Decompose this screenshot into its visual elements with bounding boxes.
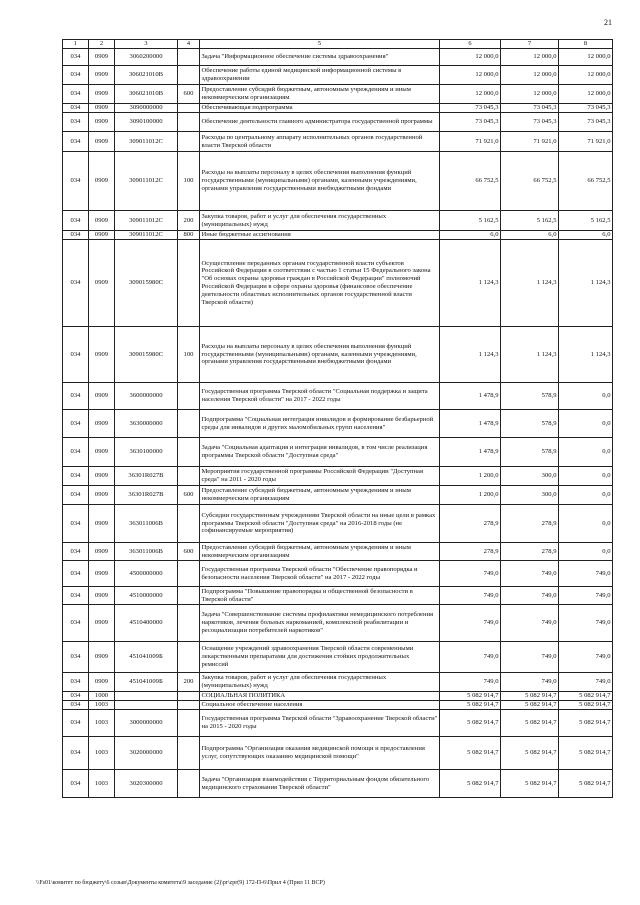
column-header: 7	[501, 40, 559, 49]
table-row	[63, 211, 613, 231]
cell-expense-type: 600	[178, 486, 200, 505]
cell-expense-type	[178, 49, 200, 66]
table-row	[63, 240, 613, 327]
table-row	[63, 701, 613, 710]
cell-section-code: 1003	[89, 770, 115, 798]
column-header: 8	[559, 40, 613, 49]
cell-amount-1: 749,0	[440, 673, 501, 692]
cell-amount-2: 1 124,3	[501, 240, 559, 327]
cell-section-code: 1000	[89, 692, 115, 701]
cell-amount-3: 5 082 914,7	[559, 701, 613, 710]
cell-admin-code: 034	[63, 605, 89, 642]
cell-amount-1: 749,0	[440, 587, 501, 605]
cell-amount-2: 749,0	[501, 673, 559, 692]
cell-amount-3: 73 045,3	[559, 104, 613, 113]
cell-expense-type	[178, 66, 200, 85]
table-body	[63, 49, 613, 798]
cell-description: Государственная программа Тверской области "Социальная поддержка и защита населения Тверской области" на 2017 - 2022 годы	[200, 383, 440, 410]
cell-target-code: 451041009Б	[115, 642, 178, 673]
table-row	[63, 49, 613, 66]
cell-section-code: 0909	[89, 231, 115, 240]
cell-expense-type	[178, 438, 200, 467]
cell-description: Оснащение учреждений здравоохранения Тверской области современными лекарственными препаратами для достижения стойких продолжительных ремиссий	[200, 642, 440, 673]
cell-section-code: 0909	[89, 104, 115, 113]
table-row	[63, 605, 613, 642]
cell-amount-2: 6,0	[501, 231, 559, 240]
column-header: 4	[178, 40, 200, 49]
cell-amount-3: 12 000,0	[559, 49, 613, 66]
cell-section-code: 0909	[89, 113, 115, 132]
column-header: 6	[440, 40, 501, 49]
cell-amount-1: 1 200,0	[440, 486, 501, 505]
cell-target-code: 3630000000	[115, 410, 178, 438]
cell-amount-3: 1 124,3	[559, 327, 613, 383]
cell-admin-code: 034	[63, 240, 89, 327]
cell-target-code: 309015980С	[115, 327, 178, 383]
cell-admin-code: 034	[63, 211, 89, 231]
cell-description: Государственная программа Тверской области "Здравоохранение Тверской области" на 2015 - 2020 годы	[200, 710, 440, 737]
cell-description: Расходы по центральному аппарату исполнительных органов государственной власти Тверской области	[200, 132, 440, 152]
cell-expense-type	[178, 710, 200, 737]
cell-description: Подпрограмма "Повышение правопорядка и общественной безопасности в Тверской области"	[200, 587, 440, 605]
cell-description: Задача "Организация взаимодействия с Территориальным фондом обязательного медицинского страхования Тверской области"	[200, 770, 440, 798]
cell-target-code: 3020300000	[115, 770, 178, 798]
table-row	[63, 85, 613, 104]
cell-section-code: 0909	[89, 438, 115, 467]
cell-expense-type: 800	[178, 231, 200, 240]
cell-amount-2: 66 752,5	[501, 152, 559, 211]
cell-admin-code: 034	[63, 113, 89, 132]
cell-admin-code: 034	[63, 505, 89, 543]
cell-target-code: 306021010В	[115, 66, 178, 85]
cell-admin-code: 034	[63, 327, 89, 383]
cell-target-code	[115, 701, 178, 710]
cell-amount-1: 5 082 914,7	[440, 737, 501, 770]
file-path-footer: \\Fs01\комитет по бюджету\6 созыв\Документы комитета\9 заседание (2)\pr\zpr(9) 172-П-6\Прил 4 (Прил 11 ВСР)	[36, 880, 325, 886]
cell-admin-code: 034	[63, 467, 89, 486]
cell-target-code: 3060200000	[115, 49, 178, 66]
cell-amount-3: 749,0	[559, 561, 613, 587]
budget-table-container	[62, 39, 612, 798]
page-number: 21	[604, 18, 612, 27]
cell-amount-1: 73 045,3	[440, 104, 501, 113]
table-row	[63, 438, 613, 467]
table-row	[63, 770, 613, 798]
cell-amount-3: 66 752,5	[559, 152, 613, 211]
cell-amount-2: 749,0	[501, 642, 559, 673]
cell-section-code: 0909	[89, 467, 115, 486]
cell-amount-3: 749,0	[559, 605, 613, 642]
cell-expense-type	[178, 104, 200, 113]
cell-description: Закупка товаров, работ и услуг для обеспечения государственных (муниципальных) нужд	[200, 211, 440, 231]
cell-expense-type	[178, 410, 200, 438]
table-row	[63, 587, 613, 605]
cell-section-code: 0909	[89, 240, 115, 327]
cell-admin-code: 034	[63, 231, 89, 240]
cell-amount-1: 1 478,9	[440, 438, 501, 467]
column-header: 3	[115, 40, 178, 49]
table-row	[63, 132, 613, 152]
cell-amount-2: 578,9	[501, 383, 559, 410]
cell-description: Предоставление субсидий бюджетным, автономным учреждениям и иным некоммерческим организациям	[200, 543, 440, 561]
cell-section-code: 0909	[89, 642, 115, 673]
cell-admin-code: 034	[63, 710, 89, 737]
cell-amount-3: 6,0	[559, 231, 613, 240]
cell-amount-2: 71 921,0	[501, 132, 559, 152]
cell-target-code: 3090100000	[115, 113, 178, 132]
cell-expense-type: 100	[178, 152, 200, 211]
cell-admin-code: 034	[63, 49, 89, 66]
cell-amount-3: 71 921,0	[559, 132, 613, 152]
cell-target-code: 3600000000	[115, 383, 178, 410]
cell-amount-3: 73 045,3	[559, 113, 613, 132]
cell-amount-1: 6,0	[440, 231, 501, 240]
cell-description: Расходы на выплаты персоналу в целях обеспечения выполнения функций государственными (муниципальными) органами, казенными учреждениями, органами управления государственными внебюджетными фондами	[200, 152, 440, 211]
cell-section-code: 0909	[89, 66, 115, 85]
cell-amount-1: 5 082 914,7	[440, 770, 501, 798]
cell-amount-2: 1 124,3	[501, 327, 559, 383]
cell-amount-1: 12 000,0	[440, 49, 501, 66]
table-row	[63, 543, 613, 561]
cell-expense-type	[178, 605, 200, 642]
cell-amount-3: 5 082 914,7	[559, 737, 613, 770]
table-row	[63, 467, 613, 486]
cell-target-code: 306021010В	[115, 85, 178, 104]
cell-amount-3: 749,0	[559, 642, 613, 673]
cell-amount-3: 749,0	[559, 587, 613, 605]
cell-amount-2: 5 082 914,7	[501, 692, 559, 701]
cell-description: Предоставление субсидий бюджетным, автономным учреждениям и иным некоммерческим организациям	[200, 85, 440, 104]
table-row	[63, 327, 613, 383]
cell-amount-1: 5 082 914,7	[440, 692, 501, 701]
cell-description: Подпрограмма "Организация оказания медицинской помощи и предоставления услуг, сопутствующих оказанию медицинской помощи"	[200, 737, 440, 770]
cell-description: Обеспечивающая подпрограмма	[200, 104, 440, 113]
cell-target-code: 3630100000	[115, 438, 178, 467]
cell-description: Социальное обеспечение населения	[200, 701, 440, 710]
cell-amount-3: 0,0	[559, 467, 613, 486]
cell-target-code: 36301R027В	[115, 467, 178, 486]
cell-description: Задача "Информационное обеспечение системы здравоохранения"	[200, 49, 440, 66]
cell-admin-code: 034	[63, 132, 89, 152]
cell-expense-type	[178, 505, 200, 543]
cell-target-code: 309011012С	[115, 231, 178, 240]
cell-description: Обеспечение работы единой медицинской информационной системы в здравоохранении	[200, 66, 440, 85]
cell-description: Мероприятия государственной программы Российской Федерации "Доступная среда" на 2011 - 2020 годы	[200, 467, 440, 486]
cell-admin-code: 034	[63, 737, 89, 770]
table-header-row	[63, 40, 613, 49]
cell-amount-2: 12 000,0	[501, 49, 559, 66]
table-row	[63, 642, 613, 673]
cell-amount-2: 749,0	[501, 605, 559, 642]
cell-amount-1: 12 000,0	[440, 85, 501, 104]
cell-description: Обеспечение деятельности главного администратора государственной программы	[200, 113, 440, 132]
cell-expense-type: 200	[178, 211, 200, 231]
cell-target-code: 3020000000	[115, 737, 178, 770]
cell-expense-type	[178, 692, 200, 701]
cell-section-code: 0909	[89, 486, 115, 505]
cell-admin-code: 034	[63, 152, 89, 211]
cell-amount-1: 5 162,5	[440, 211, 501, 231]
cell-amount-2: 278,9	[501, 505, 559, 543]
cell-admin-code: 034	[63, 104, 89, 113]
cell-expense-type	[178, 383, 200, 410]
cell-description: Подпрограмма "Социальная интеграция инвалидов и формирование безбарьерной среды для инвалидов и других маломобильных групп населения"	[200, 410, 440, 438]
cell-section-code: 0909	[89, 543, 115, 561]
cell-amount-1: 749,0	[440, 561, 501, 587]
table-row	[63, 152, 613, 211]
cell-amount-1: 5 082 914,7	[440, 710, 501, 737]
cell-amount-3: 749,0	[559, 673, 613, 692]
table-row	[63, 486, 613, 505]
cell-target-code: 36301R027В	[115, 486, 178, 505]
column-header: 2	[89, 40, 115, 49]
cell-amount-1: 5 082 914,7	[440, 701, 501, 710]
cell-expense-type: 200	[178, 673, 200, 692]
cell-section-code: 0909	[89, 383, 115, 410]
table-row	[63, 66, 613, 85]
cell-amount-1: 73 045,3	[440, 113, 501, 132]
cell-amount-3: 0,0	[559, 383, 613, 410]
cell-amount-1: 749,0	[440, 642, 501, 673]
table-row	[63, 505, 613, 543]
table-row	[63, 410, 613, 438]
cell-target-code: 3090000000	[115, 104, 178, 113]
cell-section-code: 0909	[89, 561, 115, 587]
cell-admin-code: 034	[63, 486, 89, 505]
cell-description: Задача "Социальная адаптация и интеграция инвалидов, в том числе реализация программы Тверской области "Доступная среда"	[200, 438, 440, 467]
cell-description: Расходы на выплаты персоналу в целях обеспечения выполнения функций государственными (муниципальными) органами, казенными учреждениями, органами управления государственными внебюджетными фондами	[200, 327, 440, 383]
cell-amount-1: 12 000,0	[440, 66, 501, 85]
cell-amount-3: 0,0	[559, 543, 613, 561]
cell-target-code: 309011012С	[115, 152, 178, 211]
cell-amount-3: 5 082 914,7	[559, 692, 613, 701]
cell-expense-type: 100	[178, 327, 200, 383]
cell-target-code: 4500000000	[115, 561, 178, 587]
cell-amount-3: 12 000,0	[559, 66, 613, 85]
cell-target-code: 4510000000	[115, 587, 178, 605]
cell-target-code: 363011006В	[115, 543, 178, 561]
cell-admin-code: 034	[63, 383, 89, 410]
cell-section-code: 0909	[89, 673, 115, 692]
cell-target-code: 309011012С	[115, 211, 178, 231]
cell-description: Осуществление переданных органам государственной власти субъектов Российской Федерации в соответствии с частью 1 статьи 15 Федерального закона "Об основах охраны здоровья граждан в Российской Федерации" полномочий Российской Федерации в сфере охраны здоровья (финансовое обеспечение деятельности областных исполнительных органов государственной власти Тверской области)	[200, 240, 440, 327]
cell-section-code: 0909	[89, 410, 115, 438]
cell-amount-1: 278,9	[440, 505, 501, 543]
cell-description: Иные бюджетные ассигнования	[200, 231, 440, 240]
cell-target-code: 451041009Б	[115, 673, 178, 692]
cell-target-code	[115, 692, 178, 701]
cell-description: Закупка товаров, работ и услуг для обеспечения государственных (муниципальных) нужд	[200, 673, 440, 692]
cell-expense-type: 600	[178, 543, 200, 561]
cell-description: Предоставление субсидий бюджетным, автономным учреждениям и иным некоммерческим организациям	[200, 486, 440, 505]
cell-expense-type	[178, 587, 200, 605]
cell-amount-2: 749,0	[501, 561, 559, 587]
cell-section-code: 0909	[89, 152, 115, 211]
cell-amount-3: 5 162,5	[559, 211, 613, 231]
cell-amount-2: 12 000,0	[501, 85, 559, 104]
table-row	[63, 561, 613, 587]
cell-expense-type	[178, 240, 200, 327]
column-header: 1	[63, 40, 89, 49]
cell-section-code: 1003	[89, 710, 115, 737]
cell-target-code: 4510400000	[115, 605, 178, 642]
cell-admin-code: 034	[63, 410, 89, 438]
cell-amount-3: 0,0	[559, 438, 613, 467]
cell-expense-type	[178, 132, 200, 152]
table-row	[63, 104, 613, 113]
cell-expense-type: 600	[178, 85, 200, 104]
cell-expense-type	[178, 642, 200, 673]
cell-amount-2: 300,0	[501, 467, 559, 486]
cell-amount-3: 5 082 914,7	[559, 770, 613, 798]
cell-amount-1: 278,9	[440, 543, 501, 561]
cell-target-code: 309015980С	[115, 240, 178, 327]
cell-admin-code: 034	[63, 701, 89, 710]
table-row	[63, 737, 613, 770]
cell-amount-2: 278,9	[501, 543, 559, 561]
cell-admin-code: 034	[63, 543, 89, 561]
budget-table	[62, 39, 613, 798]
cell-admin-code: 034	[63, 66, 89, 85]
cell-section-code: 1003	[89, 737, 115, 770]
cell-section-code: 0909	[89, 587, 115, 605]
cell-amount-2: 5 162,5	[501, 211, 559, 231]
cell-amount-1: 1 478,9	[440, 410, 501, 438]
cell-admin-code: 034	[63, 438, 89, 467]
cell-amount-1: 1 200,0	[440, 467, 501, 486]
cell-amount-3: 1 124,3	[559, 240, 613, 327]
cell-amount-2: 5 082 914,7	[501, 770, 559, 798]
table-row	[63, 113, 613, 132]
cell-amount-1: 749,0	[440, 605, 501, 642]
cell-description: СОЦИАЛЬНАЯ ПОЛИТИКА	[200, 692, 440, 701]
cell-amount-2: 578,9	[501, 410, 559, 438]
cell-expense-type	[178, 113, 200, 132]
cell-expense-type	[178, 701, 200, 710]
cell-amount-1: 1 124,3	[440, 327, 501, 383]
cell-amount-2: 300,0	[501, 486, 559, 505]
cell-description: Задача "Совершенствование системы профилактики немедицинского потребления наркотиков, лечения больных наркоманией, комплексной реабилитации и ресоциализации потребителей наркотиков"	[200, 605, 440, 642]
cell-amount-2: 5 082 914,7	[501, 737, 559, 770]
cell-section-code: 0909	[89, 85, 115, 104]
cell-section-code: 0909	[89, 327, 115, 383]
cell-amount-2: 5 082 914,7	[501, 701, 559, 710]
cell-target-code: 363011006В	[115, 505, 178, 543]
cell-expense-type	[178, 737, 200, 770]
cell-section-code: 0909	[89, 132, 115, 152]
cell-amount-2: 73 045,3	[501, 113, 559, 132]
cell-amount-3: 5 082 914,7	[559, 710, 613, 737]
cell-amount-2: 578,9	[501, 438, 559, 467]
cell-admin-code: 034	[63, 85, 89, 104]
cell-admin-code: 034	[63, 673, 89, 692]
cell-amount-3: 0,0	[559, 410, 613, 438]
cell-amount-1: 71 921,0	[440, 132, 501, 152]
cell-amount-1: 1 124,3	[440, 240, 501, 327]
cell-description: Субсидии государственным учреждениям Тверской области на иные цели в рамках программы Тверской области "Доступная среда" на 2016-2018 годы (не софинансируемые мероприятия)	[200, 505, 440, 543]
cell-amount-3: 12 000,0	[559, 85, 613, 104]
cell-amount-1: 1 478,9	[440, 383, 501, 410]
cell-amount-1: 66 752,5	[440, 152, 501, 211]
cell-amount-2: 5 082 914,7	[501, 710, 559, 737]
cell-section-code: 0909	[89, 211, 115, 231]
column-header: 5	[200, 40, 440, 49]
table-row	[63, 383, 613, 410]
cell-admin-code: 034	[63, 770, 89, 798]
cell-target-code: 3000000000	[115, 710, 178, 737]
cell-expense-type	[178, 467, 200, 486]
cell-amount-2: 12 000,0	[501, 66, 559, 85]
cell-section-code: 0909	[89, 49, 115, 66]
table-row	[63, 231, 613, 240]
cell-amount-2: 749,0	[501, 587, 559, 605]
cell-amount-3: 0,0	[559, 486, 613, 505]
cell-section-code: 0909	[89, 605, 115, 642]
cell-expense-type	[178, 770, 200, 798]
table-row	[63, 710, 613, 737]
cell-expense-type	[178, 561, 200, 587]
cell-admin-code: 034	[63, 642, 89, 673]
cell-target-code: 309011012С	[115, 132, 178, 152]
cell-admin-code: 034	[63, 587, 89, 605]
cell-amount-3: 0,0	[559, 505, 613, 543]
cell-admin-code: 034	[63, 561, 89, 587]
cell-section-code: 1003	[89, 701, 115, 710]
table-row	[63, 692, 613, 701]
cell-amount-2: 73 045,3	[501, 104, 559, 113]
cell-section-code: 0909	[89, 505, 115, 543]
cell-admin-code: 034	[63, 692, 89, 701]
cell-description: Государственная программа Тверской области "Обеспечение правопорядка и безопасности населения Тверской области" на 2017 - 2022 годы	[200, 561, 440, 587]
table-row	[63, 673, 613, 692]
